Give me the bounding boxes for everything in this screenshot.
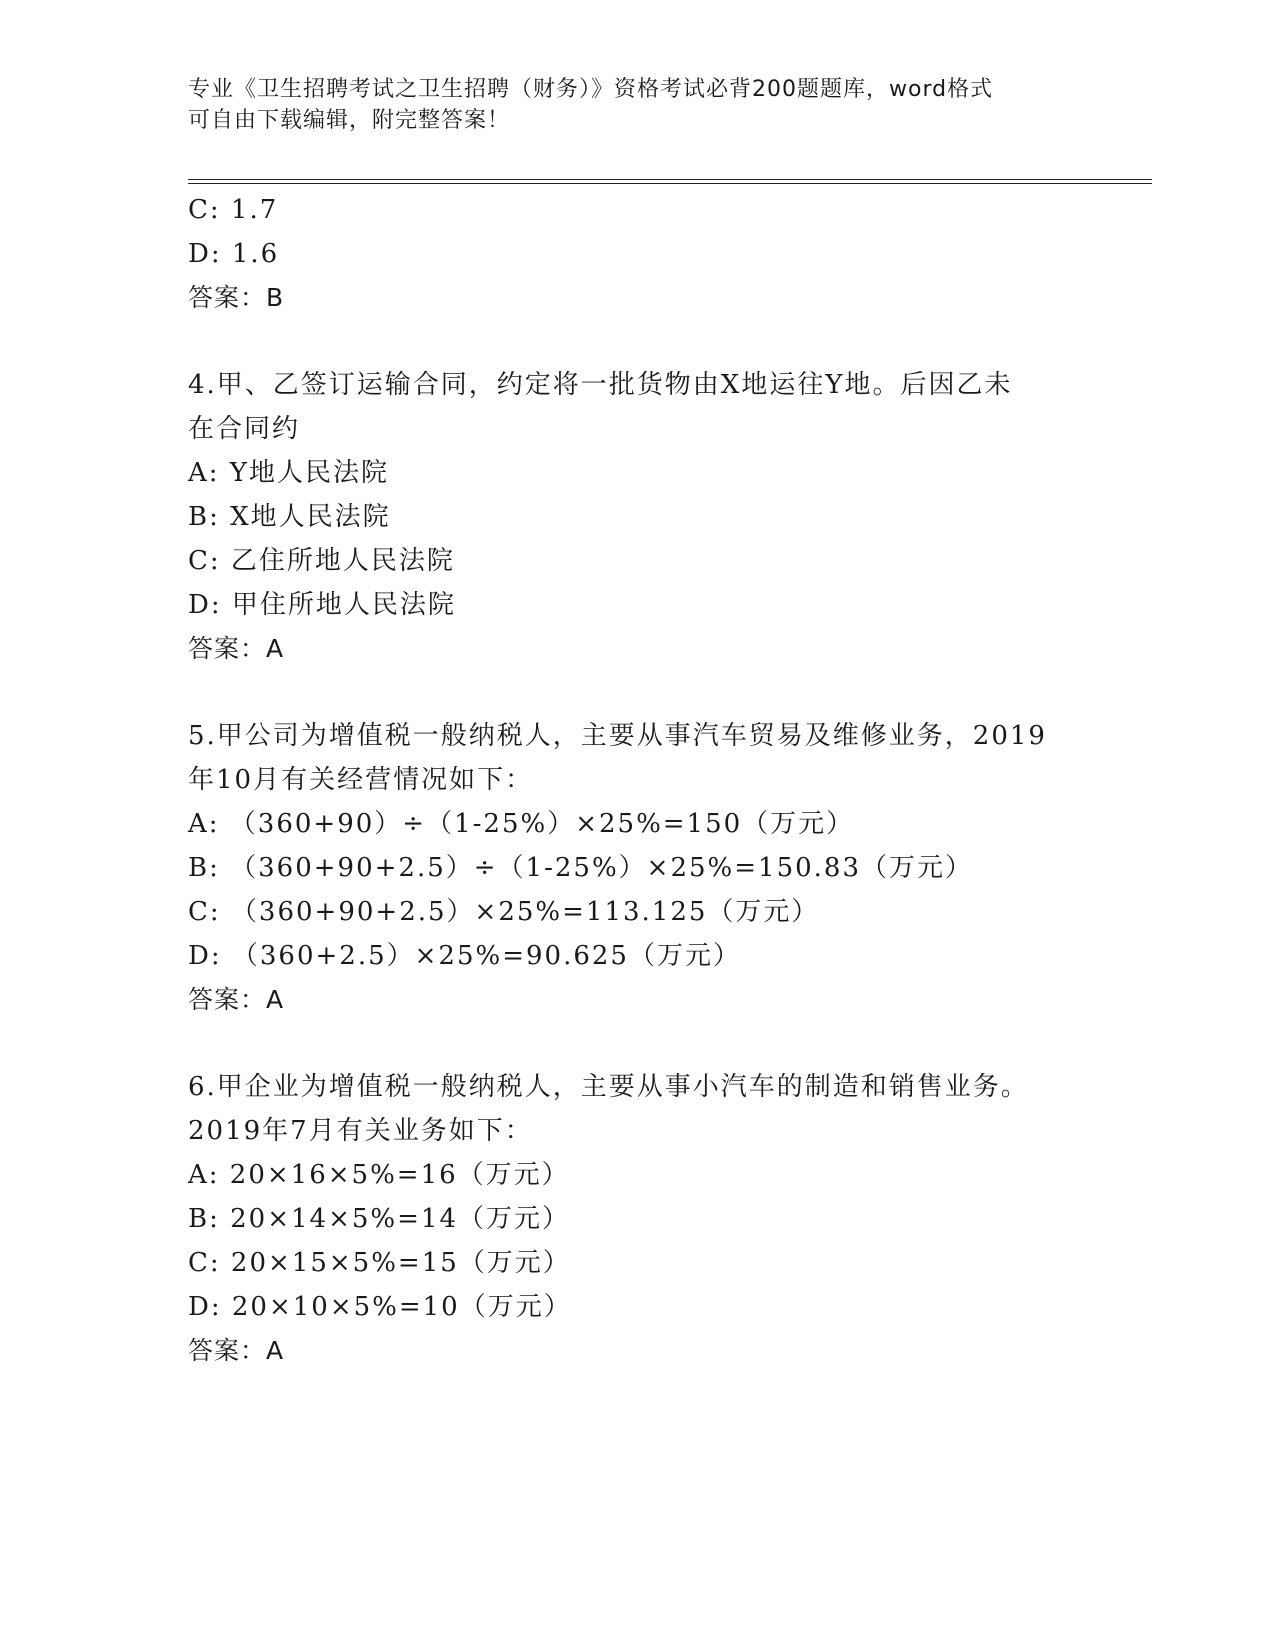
q5-option-a: A: （360+90）÷（1-25%）×25%=150（万元） [188, 809, 855, 839]
q4-stem-line-1: 4.甲、乙签订运输合同，约定将一批货物由X地运往Y地。后因乙未 [188, 370, 1013, 400]
q3-answer: 答案：B [188, 283, 285, 312]
header-line-1: 专业《卫生招聘考试之卫生招聘（财务）》资格考试必背200题题库，word格式 [188, 77, 994, 102]
q4-option-b: B: X地人民法院 [188, 502, 391, 532]
q6-option-c: C: 20×15×5%=15（万元） [188, 1248, 571, 1278]
header-divider-bottom [188, 183, 1152, 184]
header-line-2: 可自由下载编辑，附完整答案！ [188, 108, 511, 133]
q6-answer: 答案：A [188, 1336, 285, 1365]
q5-answer: 答案：A [188, 985, 285, 1014]
q4-option-d: D: 甲住所地人民法院 [188, 590, 456, 620]
q4-option-c: C: 乙住所地人民法院 [188, 546, 455, 576]
q5-option-b: B: （360+90+2.5）÷（1-25%）×25%=150.83（万元） [188, 853, 973, 883]
q4-answer: 答案：A [188, 634, 285, 663]
q4-stem-line-2: 在合同约 [188, 414, 301, 444]
q3-option-c: C: 1.7 [188, 195, 279, 225]
q6-option-b: B: 20×14×5%=14（万元） [188, 1204, 570, 1234]
q3-option-d: D: 1.6 [188, 239, 280, 269]
q4-option-a: A: Y地人民法院 [188, 458, 389, 488]
document-header [188, 74, 1068, 136]
q5-option-d: D: （360+2.5）×25%=90.625（万元） [188, 941, 741, 971]
q5-option-c: C: （360+90+2.5）×25%=113.125（万元） [188, 897, 820, 927]
q6-stem-line-2: 2019年7月有关业务如下： [188, 1116, 533, 1146]
q5-stem-line-1: 5.甲公司为增值税一般纳税人，主要从事汽车贸易及维修业务，2019 [188, 721, 1047, 751]
q5-stem-line-2: 年10月有关经营情况如下： [188, 765, 534, 795]
q6-stem-line-1: 6.甲企业为增值税一般纳税人，主要从事小汽车的制造和销售业务。 [188, 1072, 1029, 1102]
q6-option-d: D: 20×10×5%=10（万元） [188, 1292, 572, 1322]
q6-option-a: A: 20×16×5%=16（万元） [188, 1160, 570, 1190]
header-divider-top [188, 179, 1152, 180]
